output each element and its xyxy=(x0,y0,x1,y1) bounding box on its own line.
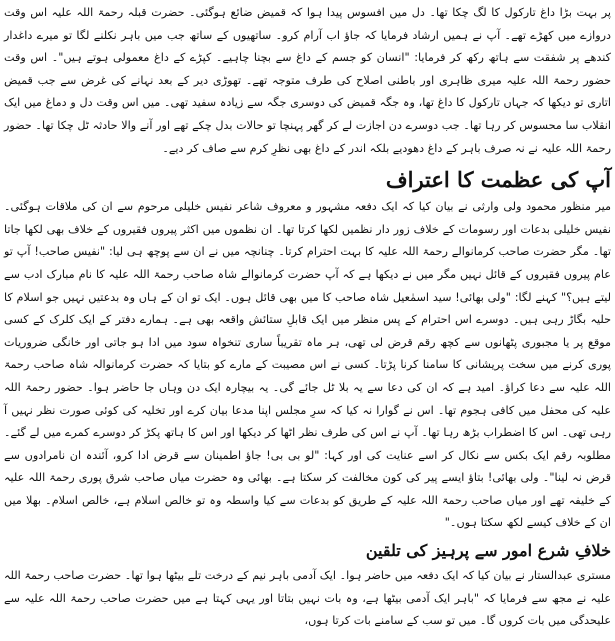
paragraph-intro: پر بہت بڑا داغ تارکول کا لگ چکا تھا۔ دل میں افسوس پیدا ہوا کہ قمیض ضائع ہوگئی۔ حضرت قبلہ رحمۃ اللہ علیہ اس وقت دروازے میں کھڑے تھے۔ آپ نے ہمیں ارشاد فرمایا کہ جاؤ اب آرام کرو۔ ساتھیوں کے ساتھ جب میں باہر نکلنے لگا تو میرے داغدار کندھے پر شفقت سے ہاتھ رکھ کر فرمایا: "انسان کو جسم کے داغ سے بچنا چاہیے۔ کپڑے کے داغ معمولی ہوتے ہیں"۔ اس وقت حضور رحمۃ اللہ علیہ میری ظاہری اور باطنی اصلاح کی طرف متوجہ تھے۔ تھوڑی دیر کے بعد نہانے کی غرض سے جب قمیض اتاری تو دیکھا کہ جہاں تارکول کا داغ تھا، وہ جگہ قمیض کی دوسری جگہ سے زیادہ سفید تھی۔ میں اس وقت دل و دماغ میں ایک انقلاب سا محسوس کر رہا تھا۔ جب دوسرے دن اجازت لے کر گھر پہنچا تو حالات بدل چکے تھے اور آنے والا حادثہ ٹل چکا تھا۔ حضور رحمۃ اللہ علیہ نے نہ صرف باہر کے داغ دھودیے بلکہ اندر کے داغ بھی نظرِ کرم سے صاف کر دیے۔ xyxy=(4,6,611,155)
section-shariah xyxy=(4,539,611,633)
paragraph-shariah: مستری عبدالستار نے بیان کیا کہ ایک دفعہ میں حاضر ہوا۔ ایک آدمی باہر نیم کے درخت تلے بیٹھا ہوا تھا۔ حضرت صاحب رحمۃ اللہ علیہ نے مجھ سے فرمایا کہ "باہر ایک آدمی بیٹھا ہے، وہ بات نہیں بتاتا اور یہی کہتا ہے میں حضرت صاحب رحمۃ اللہ علیہ سے علیحدگی میں بات کروں گا۔ میں تو سب کے سامنے بات کرتا ہوں، xyxy=(4,569,611,628)
section-intro xyxy=(4,2,611,160)
paragraph-acknowledgement: میر منظور محمود ولی وارثی نے بیان کیا کہ ایک دفعہ مشہور و معروف شاعر نفیس خلیلی مرحوم سے ان کی ملاقات ہوگئی۔ نفیس خلیلی بدعات اور رسومات کے خلاف زور دار نظمیں لکھا کرتا تھا۔ ان نظموں میں اکثر پیروں فقیروں کے خلاف بھی لکھا جاتا تھا۔ مگر حضرت صاحب کرمانوالے رحمۃ اللہ علیہ کا بہت احترام کرتا۔ چنانچہ میں نے ان سے پوچھ ہی لیا: "نفیس صاحب! آپ تو عام پیروں فقیروں کے قائل نہیں مگر میں نے دیکھا ہے کہ آپ حضرت کرمانوالے شاہ صاحب رحمۃ اللہ علیہ کا نام مبارک ادب سے لیتے ہیں؟" کہنے لگا: "ولی بھائی! سید اسمٰعیل شاہ صاحب کا میں بھی قائل ہوں۔ ایک تو ان کے ہاں وہ بدعتیں نہیں جو اسلام کا حلیہ بگاڑ رہی ہیں۔ دوسرے اس احترام کے پس منظر میں ایک قابلِ ستائش واقعہ بھی ہے۔ ہمارے دفتر کے ایک کلرک کے کسی موقع پر یا مجبوری پٹھانوں سے کچھ رقم قرض لی تھی، ہر ماہ تقریباً ساری تنخواہ سود میں ادا ہو جاتی اور خانگی ضروریات پوری کرنے میں سخت پریشانی کا سامنا کرنا پڑتا۔ کسی نے اس مصیبت کے مارے کو بتایا کہ حضرت کرمانوالہ شاہ صاحب رحمۃ اللہ علیہ سے دعا کراؤ۔ امید ہے کہ ان کی دعا سے یہ بلا ٹل جائے گی۔ یہ بیچارہ ایک دن وہاں جا حاضر ہوا۔ حضور رحمۃ اللہ علیہ کی محفل میں کافی ہجوم تھا۔ اس نے گوارا نہ کیا کہ سرِ مجلس اپنا مدعا بیان کرے اور تخلیہ کی کوئی صورت نظر نہیں آ رہی تھی۔ اس کا اضطراب بڑھ رہا تھا۔ آپ نے اس کی طرف نظر اٹھا کر دیکھا اور اس کا ہاتھ پکڑ کر دوسرے کمرے میں لے گئے۔ مطلوبہ رقم ایک بکس سے نکال کر اسے عنایت کی اور کہا: "لو بی بی! جاؤ اطمینان سے قرض ادا کرو، آئندہ ان نامرادوں سے قرض نہ لینا"۔ ولی بھائی! بتاؤ ایسے پیر کی کون مخالفت کر سکتا ہے۔ بھائی وہ حضرت میاں صاحب شرق پوری رحمۃ اللہ علیہ کے خلیفہ تھے اور میاں صاحب رحمۃ اللہ علیہ کے طریق کو بدعات سے کیا واسطہ وہ تو خالص اسلام ہے، خالص اسلام۔ بھلا میں ان کے خلاف کیسے لکھ سکتا ہوں۔" xyxy=(4,200,611,530)
heading-acknowledgement: آپ کی عظمت کا اعتراف xyxy=(385,167,611,193)
section-acknowledgement xyxy=(4,166,611,535)
heading-shariah: خلافِ شرع امور سے پرہیز کی تلقین xyxy=(365,541,611,561)
